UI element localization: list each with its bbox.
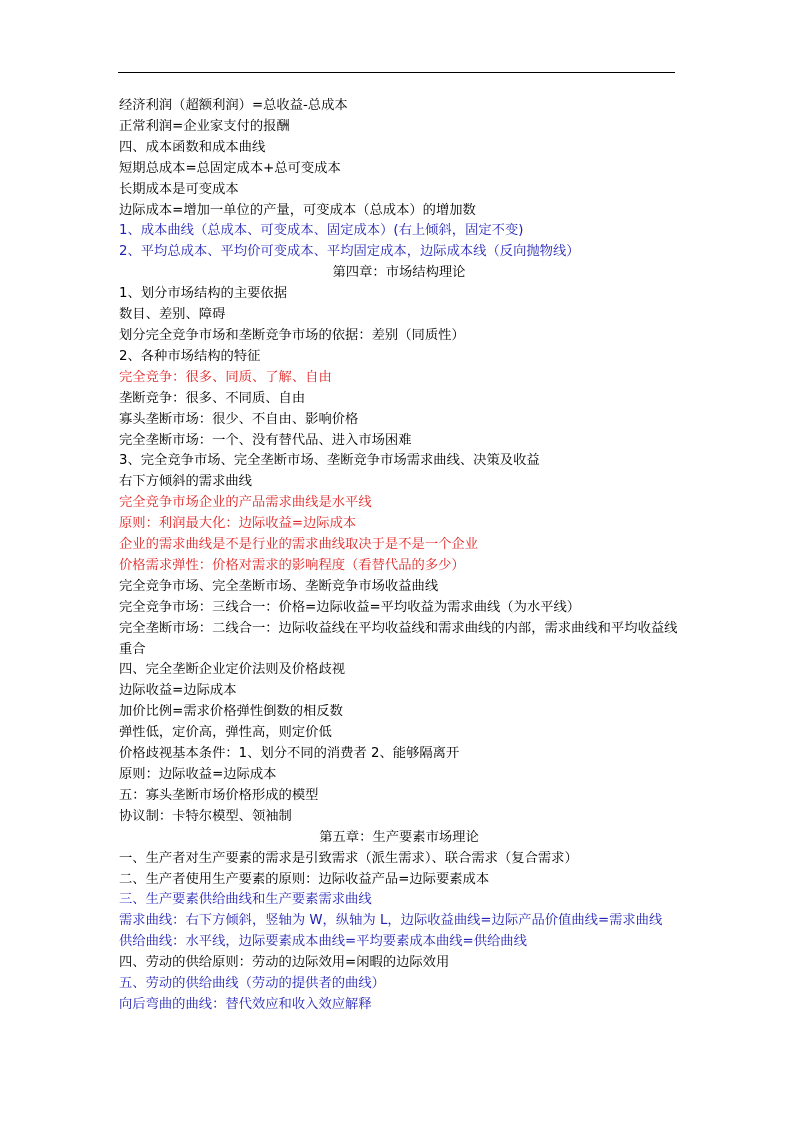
text-line: 五、劳动的供给曲线（劳动的提供者的曲线） bbox=[119, 976, 385, 992]
text-line: 划分完全竞争市场和垄断竞争市场的依据：差别（同质性） bbox=[119, 327, 465, 343]
text-line: 五：寡头垄断市场价格形成的模型 bbox=[119, 787, 319, 803]
text-line: 1、划分市场结构的主要依据 bbox=[119, 286, 288, 302]
text-line: 经济利润（超额利润）=总收益-总成本 bbox=[119, 98, 348, 113]
text-line: 边际成本=增加一单位的产量，可变成本（总成本）的增加数 bbox=[119, 202, 476, 218]
chapter-heading: 第五章：生产要素市场理论 bbox=[319, 829, 479, 845]
chapter-heading: 第四章：市场结构理论 bbox=[332, 265, 466, 281]
text-line: 三、生产要素供给曲线和生产要素需求曲线 bbox=[119, 892, 372, 908]
text-line: 边际收益=边际成本 bbox=[119, 683, 237, 699]
text-line: 3、完全竞争市场、完全垄断市场、垄断竞争市场需求曲线、决策及收益 bbox=[119, 453, 540, 469]
header-rule bbox=[118, 72, 675, 73]
text-line: 需求曲线：右下方倾斜，竖轴为 W，纵轴为 L，边际收益曲线=边际产品价值曲线=需求曲线 bbox=[119, 913, 663, 929]
text-line: 价格歧视基本条件：1、划分不同的消费者 2、能够隔离开 bbox=[119, 746, 460, 762]
text-line: 弹性低，定价高，弹性高，则定价低 bbox=[119, 725, 332, 741]
text-line: 2、平均总成本、平均价可变成本、平均固定成本，边际成本线（反向抛物线） bbox=[119, 244, 580, 260]
text-line: 数目、差别、障碍 bbox=[119, 307, 226, 323]
text-line: 二、生产者使用生产要素的原则：边际收益产品=边际要素成本 bbox=[119, 871, 490, 887]
text-line: 完全竞争市场：三线合一：价格=边际收益=平均收益为需求曲线（为水平线） bbox=[119, 599, 581, 615]
text-line: 完全垄断市场：一个、没有替代品、进入市场困难 bbox=[119, 432, 412, 448]
text-line: 长期成本是可变成本 bbox=[119, 181, 239, 197]
text-line: 完全垄断市场：二线合一：边际收益线在平均收益线和需求曲线的内部，需求曲线和平均收益线重合 bbox=[119, 620, 678, 657]
text-line: 加价比例=需求价格弹性倒数的相反数 bbox=[119, 704, 343, 720]
text-line: 完全竞争市场、完全垄断市场、垄断竞争市场收益曲线 bbox=[119, 578, 439, 594]
text-line: 右下方倾斜的需求曲线 bbox=[119, 474, 252, 490]
document-body bbox=[119, 96, 679, 1016]
text-line: 一、生产者对生产要素的需求是引致需求（派生需求）、联合需求（复合需求） bbox=[119, 850, 578, 866]
text-line: 1、成本曲线（总成本、可变成本、固定成本）(右上倾斜，固定不变) bbox=[119, 223, 524, 239]
text-line: 企业的需求曲线是不是行业的需求曲线取决于是不是一个企业 bbox=[119, 537, 479, 553]
text-line: 协议制：卡特尔模型、领袖制 bbox=[119, 808, 292, 824]
text-line: 正常利润=企业家支付的报酬 bbox=[119, 118, 290, 134]
text-line: 2、各种市场结构的特征 bbox=[119, 348, 261, 364]
text-line: 垄断竞争：很多、不同质、自由 bbox=[119, 390, 306, 406]
text-line: 四、完全垄断企业定价法则及价格歧视 bbox=[119, 662, 346, 678]
text-line: 向后弯曲的曲线：替代效应和收入效应解释 bbox=[119, 996, 372, 1012]
text-line: 原则：利润最大化：边际收益=边际成本 bbox=[119, 516, 357, 532]
text-line: 价格需求弹性：价格对需求的影响程度（看替代品的多少） bbox=[119, 557, 465, 573]
text-line: 四、成本函数和成本曲线 bbox=[119, 139, 266, 155]
text-line: 原则：边际收益=边际成本 bbox=[119, 767, 277, 782]
text-line: 供给曲线：水平线，边际要素成本曲线=平均要素成本曲线=供给曲线 bbox=[119, 934, 527, 950]
text-line: 短期总成本=总固定成本+总可变成本 bbox=[119, 160, 341, 176]
text-line: 四、劳动的供给原则：劳动的边际效用=闲暇的边际效用 bbox=[119, 955, 450, 971]
text-line: 寡头垄断市场：很少、不自由、影响价格 bbox=[119, 411, 359, 427]
text-line: 完全竞争：很多、同质、了解、自由 bbox=[119, 369, 332, 385]
text-line: 完全竞争市场企业的产品需求曲线是水平线 bbox=[119, 495, 372, 511]
